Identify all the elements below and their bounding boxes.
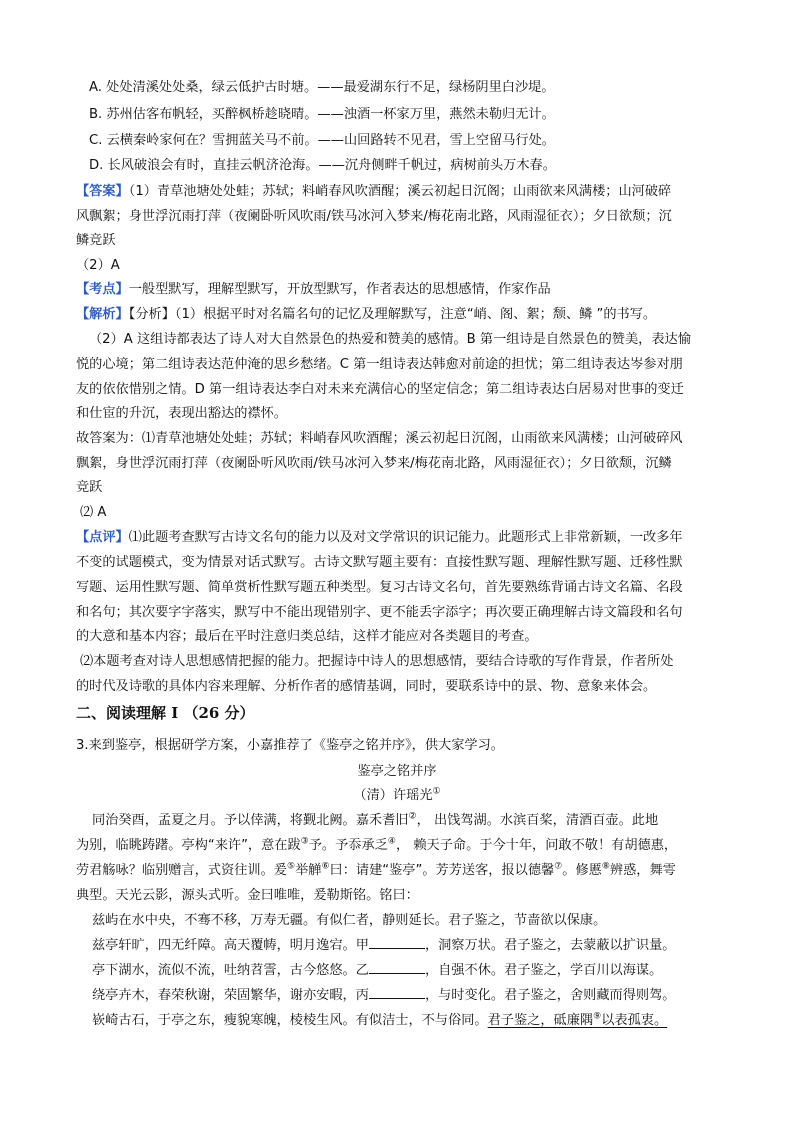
footnote-mark: ⑦ xyxy=(554,861,563,872)
gu-line-3: 竞跃 xyxy=(76,480,103,495)
inscription-2b: ，洞察万状。君子鉴之，去蒙蔽以扩识量。 xyxy=(424,938,676,953)
preface-3c: 曰：请建“鉴亭”。芳芳送客，报以德馨 xyxy=(329,863,555,878)
option-b: B. 苏州估客布帆轻，买醉枫桥趁晓晴。——浊酒一杯家万里，燕然未勒归无计。 xyxy=(89,107,555,122)
gu-line-2: 飘絮，身世浮沉雨打萍（夜阑卧听风吹雨/铁马冰河入梦来/梅花南北路，风雨湿征衣）；夕日欲颓，沉鳞 xyxy=(76,456,672,471)
preface-2a: 为别，临眺踌躇。亭构“来许”，意在跋 xyxy=(76,838,301,853)
inscription-5b: 君子鉴之，砥廉隅 xyxy=(487,1013,594,1028)
footnote-mark: ② xyxy=(408,811,417,822)
answer-line-3: 鳞竞跃 xyxy=(76,233,116,248)
jiexi-line-4: 友的依依惜别之情。D 第一组诗表达李白对未来充满信心的坚定信念；第二组诗表达白居易对世事的变迁 xyxy=(76,382,684,397)
inscription-2a: 兹亭轩旷，四无纤障。高天覆帱，明月逸宕。甲 xyxy=(92,938,369,953)
inscription-line-2 xyxy=(92,936,676,956)
blank-jia[interactable] xyxy=(369,948,425,949)
dianping-text-1: ⑴此题考查默写古诗文名句的能力以及对文学常识的识记能力。此题形式上非常新颖，一改多年 xyxy=(128,530,683,545)
jiexi-line-1 xyxy=(76,305,656,325)
underlined-sentence xyxy=(488,1013,668,1028)
preface-2c: ， 赖天子命。于今十年，问敢不敬！有胡德惠， xyxy=(395,838,678,853)
preface-1a: 同治癸酉，孟夏之月。予以倖满，将觐北阙。嘉禾耆旧 xyxy=(92,813,409,828)
q3-intro: 3.来到鉴亭，根据研学方案，小嘉推荐了《鉴亭之铭并序》，供大家学习。 xyxy=(76,738,504,753)
gu-line-4: ⑵ A xyxy=(80,505,107,520)
poem-title: 鉴亭之铭并序 xyxy=(357,764,437,779)
preface-1b: ， 出饯驾湖。水滨百桨，清酒百壶。此地 xyxy=(416,813,659,828)
section-heading: 二、阅读理解 I （26 分） xyxy=(76,704,255,722)
inscription-line-4 xyxy=(92,986,676,1006)
preface-line-2 xyxy=(76,836,677,856)
dianping-tag: 【点评】 xyxy=(76,530,129,545)
poem-author: （清）许瑶光 xyxy=(353,788,433,803)
dianping-line-3: 写题、运用性默写题、简单赏析性默写题五种类型。复习古诗文名句，首先要熟练背诵古诗文名篇、名段 xyxy=(76,580,683,595)
inscription-4b: ，与时变化。君子鉴之，舍则藏而得则驾。 xyxy=(424,988,676,1003)
dianping-line-6: ⑵本题考查对诗人思想感情把握的能力。把握诗中诗人的思想感情，要结合诗歌的写作背景，作者所处 xyxy=(80,654,674,669)
blank-bing[interactable] xyxy=(369,998,425,999)
dianping-line-2: 不变的试题模式，变为情景对话式默写。古诗文默写题主要有：直接性默写题、理解性默写题、迁移性默 xyxy=(76,555,683,570)
jiexi-line-5: 和仕宦的升沉，表现出豁达的襟怀。 xyxy=(76,406,287,421)
footnote-mark: ④ xyxy=(387,836,396,847)
option-c: C. 云横秦岭家何在？雪拥蓝关马不前。——山回路转不见君，雪上空留马行处。 xyxy=(89,133,555,148)
preface-3a: 劳君觞咏？临别赠言，式资往训。爰 xyxy=(76,863,287,878)
inscription-5c: 以表孤衷。 xyxy=(601,1013,668,1028)
poem-author-line xyxy=(0,786,794,806)
preface-line-3 xyxy=(76,861,676,881)
answer-tag: 【答案】 xyxy=(76,184,129,199)
footnote-mark: ⑥ xyxy=(321,861,330,872)
gu-line-1: 故答案为：⑴青草池塘处处蛙；苏轼；料峭春风吹酒醒；溪云初起日沉阁，山雨欲来风满楼；山河破碎风 xyxy=(76,431,683,446)
kaodian-tag: 【考点】 xyxy=(76,282,129,297)
inscription-line-3 xyxy=(92,961,662,981)
dianping-line-5: 的大意和基本内容；最后在平时注意归类总结，这样才能应对各类题目的考查。 xyxy=(76,629,538,644)
preface-3d: 。修慝 xyxy=(562,863,602,878)
answer-line-2: 风飘絮；身世浮沉雨打萍（夜阑卧听风吹雨/铁马冰河入梦来/梅花南北路，风雨湿征衣）；夕日欲颓；沉 xyxy=(76,209,672,224)
preface-line-1 xyxy=(92,811,658,831)
inscription-3a: 亭下湖水，流似不流，吐纳苕霅，古今悠悠。乙 xyxy=(92,963,369,978)
author-footnote-mark: ① xyxy=(432,786,441,797)
inscription-line-5 xyxy=(92,1011,667,1031)
footnote-mark: ⑨ xyxy=(593,1011,602,1022)
answer-line-1 xyxy=(76,182,671,202)
preface-3b: 举觯 xyxy=(295,863,322,878)
inscription-4a: 绕亭卉木，春荣秋谢，荣固繁华，谢亦安暇，丙 xyxy=(92,988,369,1003)
inscription-line-1: 兹屿在水中央，不骞不移，万寿无疆。有似仁者，静则延长。君子鉴之，节啬欲以保康。 xyxy=(92,913,607,928)
jiexi-line-3: 悦的心境；第二组诗表达范仲淹的思乡愁绪。C 第一组诗表达韩愈对前途的担忧；第二组诗表达岑参对朋 xyxy=(76,357,683,372)
option-d: D. 长风破浪会有时，直挂云帆济沧海。——沉舟侧畔千帆过，病树前头万木春。 xyxy=(89,158,556,173)
preface-line-4: 典型。天光云影，源头式听。金曰唯唯，爰勒斯铭。铭曰： xyxy=(76,888,419,903)
blank-yi[interactable] xyxy=(369,973,425,974)
kaodian-text: 一般型默写，理解型默写，开放型默写，作者表达的思想感情，作家作品 xyxy=(128,282,551,297)
answer-text-1: （1）青草池塘处处蛙；苏轼；料峭春风吹酒醒；溪云初起日沉阁；山雨欲来风满楼；山河破碎 xyxy=(128,184,672,199)
footnote-mark: ③ xyxy=(300,836,309,847)
answer-line-4: （2）A xyxy=(76,258,120,273)
inscription-3b: ，自强不休。君子鉴之，学百川以海谋。 xyxy=(424,963,663,978)
jiexi-line-2: （2）A 这组诗都表达了诗人对大自然景色的热爱和赞美的感情。B 第一组诗是自然景色的赞美，表达愉 xyxy=(89,332,691,347)
footnote-mark: ⑤ xyxy=(287,861,296,872)
jiexi-text-1: 【分析】（1）根据平时对名篇名句的记忆及理解默写，注意“峭、阁、絮；颓、鳞 ”的书写。 xyxy=(128,307,657,322)
option-a: A. 处处清溪处处桑，绿云低护古时塘。——最爱湖东行不足，绿杨阴里白沙堤。 xyxy=(89,80,555,95)
preface-2b: 予。予忝承乏 xyxy=(308,838,388,853)
kaodian-line xyxy=(76,280,551,300)
footnote-mark: ⑧ xyxy=(601,861,610,872)
preface-3e: 辨惑，舞雩 xyxy=(609,863,676,878)
dianping-line-1 xyxy=(76,528,683,548)
jiexi-tag: 【解析】 xyxy=(76,307,129,322)
inscription-5a: 嵚崎古石，于亭之东，瘦貌寒魄，棱棱生风。有似洁士，不与俗同。 xyxy=(92,1013,488,1028)
dianping-line-4: 和名句；其次要字字落实，默写中不能出现错别字、更不能丢字添字；再次要正确理解古诗文篇段和名句 xyxy=(76,605,683,620)
dianping-line-7: 的时代及诗歌的具体内容来理解、分析作者的感情基调，同时，要联系诗中的景、物、意象来体会。 xyxy=(76,679,657,694)
